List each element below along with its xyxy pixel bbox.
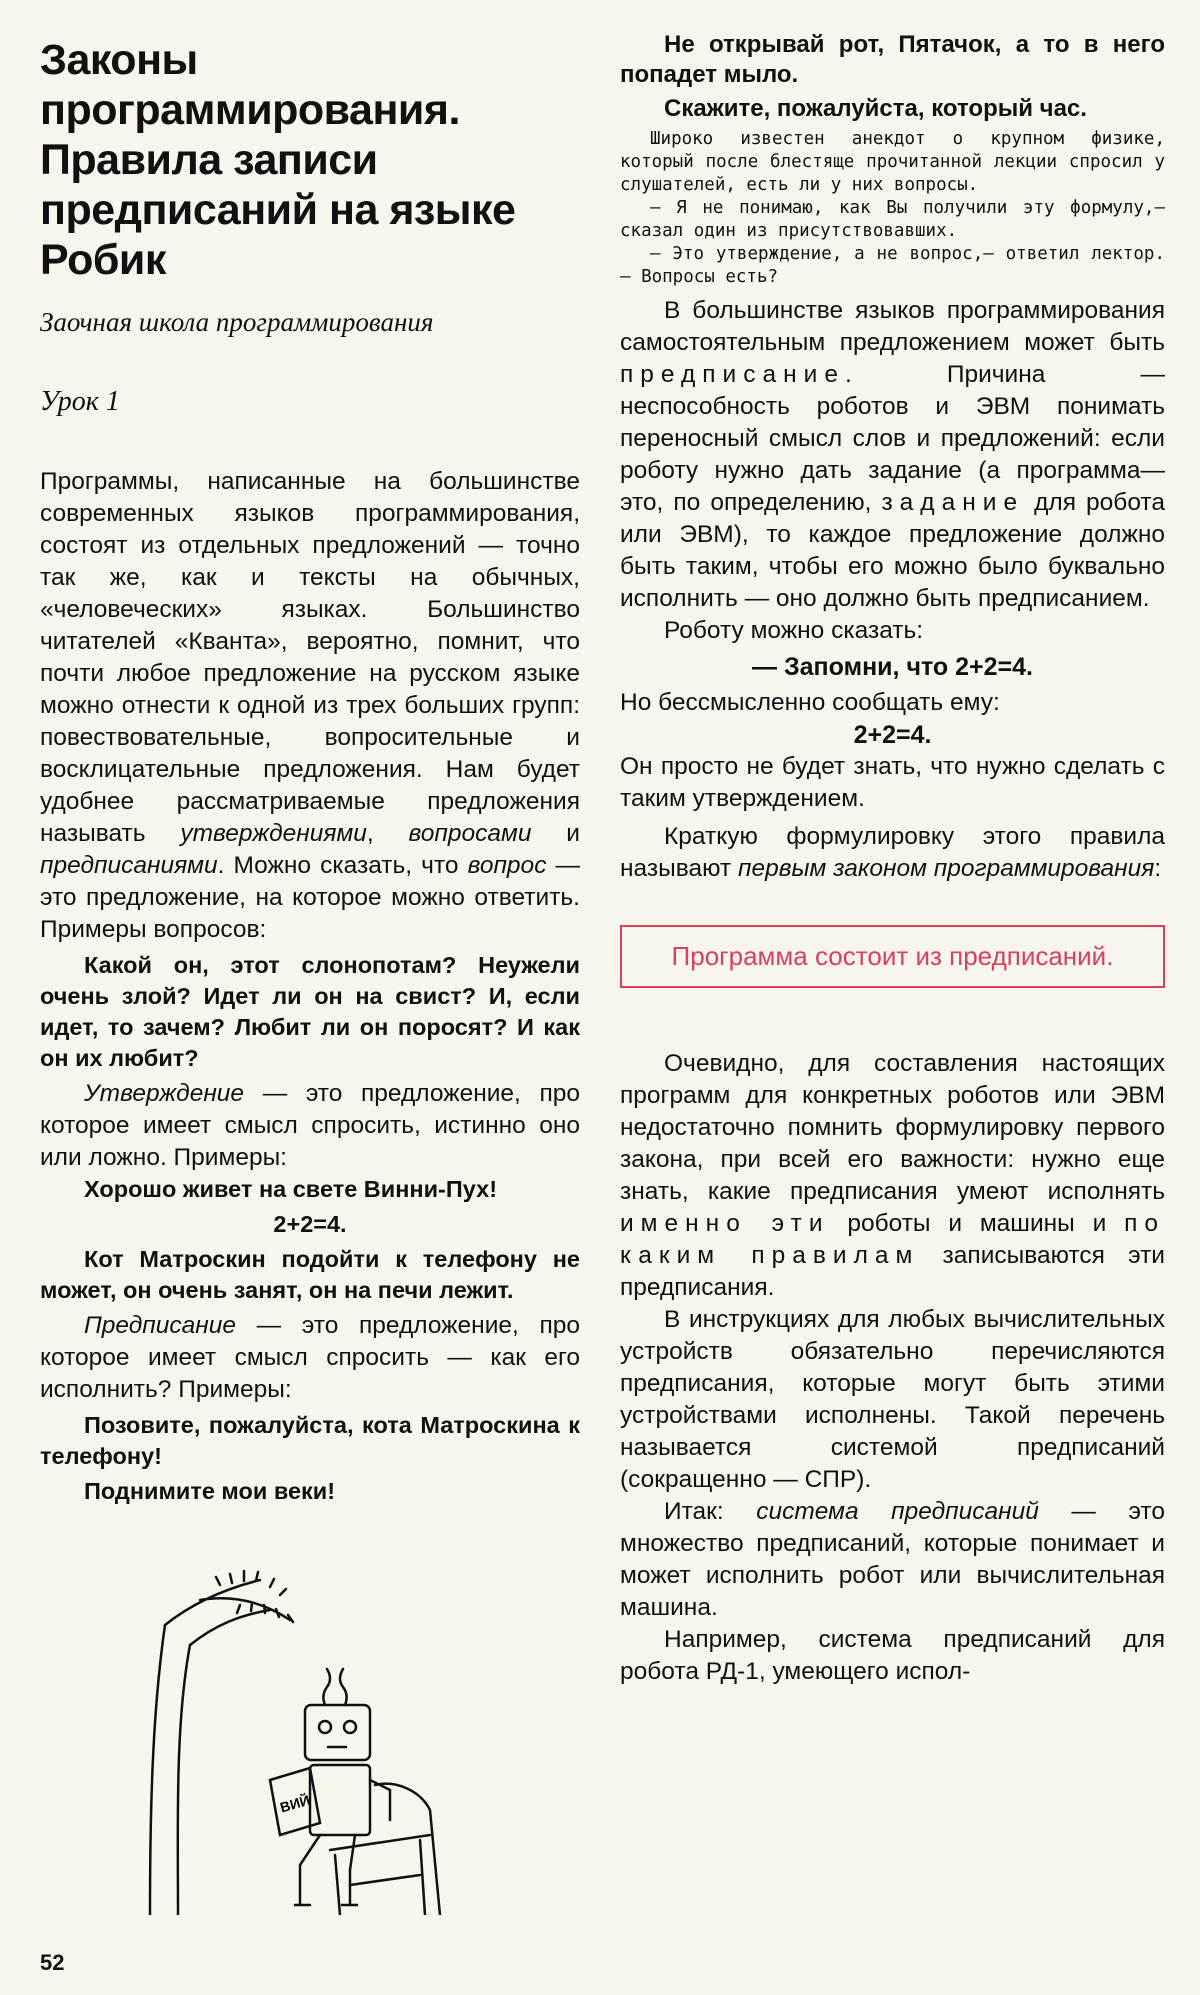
paragraph-instructions: В инструкциях для любых вычислительных устройств обязательно перечисляются предписания, которые могут быть этими устройствами исполнены. Такой перечень называется системой предписаний (сокращенно — СПР). (620, 1306, 1165, 1493)
command-remember: — Запомни, что 2+2=4. (752, 653, 1033, 681)
paragraph-statement: Утверждение — это предложение, про которое имеет смысл спросить, истинно оно или ложно. Примеры: (40, 1080, 580, 1172)
example-statement-2: 2+2=4. (273, 1211, 347, 1238)
article-title: Законы программирования. Правила записи предписаний на языке Робик (40, 36, 516, 284)
example-command-1: Позовите, пожалуйста, кота Матроскина к телефону! (40, 1412, 580, 1470)
example-command-2: Поднимите мои веки! (84, 1478, 336, 1505)
paragraph-not-know: Он просто не будет знать, что нужно сделать с таким утверждением. (620, 753, 1165, 812)
paragraph-definition: Итак: система предписаний — это множество предписаний, которые понимает и может исполнить робот или вычислительная машина. (620, 1498, 1165, 1621)
anecdote-3: — Это утверждение, а не вопрос,— ответил лектор.— Вопросы есть? (620, 244, 1165, 287)
first-law-box: Программа состоит из предписаний. (620, 925, 1165, 988)
paragraph-main-sentence: В большинстве языков программирования самостоятельным предложением может быть предписание. Причина — неспособность роботов и ЭВМ понимать переносный смысл слов и предложений: если роботу нужно дать задание (а программа— это, по определению, задание для робота или ЭВМ), то каждое предложение должно быть таким, чтобы его можно было буквально исполнить — оно должно быть предписанием. (620, 297, 1165, 612)
epigraph-1: Не открывай рот, Пятачок, а то в него попадет мыло. (620, 31, 1165, 88)
paragraph-command: Предписание — это предложение, про которое имеет смысл спросить — как его исполнить? Примеры: (40, 1312, 580, 1404)
tree-trunk (150, 1625, 190, 1915)
article-subtitle: Заочная школа программирования (40, 307, 434, 338)
robot-reading-illustration (120, 1565, 450, 1915)
book-label: ВИЙ (278, 1791, 312, 1816)
robot-head (305, 1705, 370, 1760)
paragraph-first-law-intro: Краткую формулировку этого правила называют первым законом программирования: (620, 823, 1165, 882)
paragraph-intro: Программы, написанные на большинстве современных языков программирования, состоят из отдельных предложений — точно так же, как и тексты на обычных, «человеческих» языках. Большинство читателей «Кванта», вероятно, помнит, что почти любое предложение на русском языке можно отнести к одной из трех больших групп: повествовательные, вопросительные и восклицательные предложения. Нам будет удобнее рассматриваемые предложения называть утверждениями, вопросами и предписаниями. Можно сказать, что вопрос — это предложение, на которое можно ответить. Примеры вопросов: (40, 468, 581, 944)
anecdote-2: — Я не понимаю, как Вы получили эту формулу,— сказал один из присутствовавших. (620, 198, 1165, 241)
lesson-label: Урок 1 (40, 386, 120, 418)
right-column (620, 30, 1165, 1688)
anecdote-1: Широко известен анекдот о крупном физике, который после блестяще прочитанной лекции спросил у слушателей, есть ли у них вопросы. (620, 129, 1165, 195)
epigraph-2: Скажите, пожалуйста, который час. (664, 95, 1087, 122)
paragraph-obviously: Очевидно, для составления настоящих программ для конкретных роботов или ЭВМ недостаточно помнить формулировку первого закона, при всей его важности: нужно еще знать, какие предписания умеют исполнять именно эти роботы и машины и по каким правилам записываются эти предписания. (620, 1050, 1165, 1301)
example-statement-3: Кот Матроскин подойти к телефону не может, он очень занят, он на печи лежит. (40, 1246, 580, 1304)
robot-legs (300, 1835, 355, 1905)
page-number: 52 (40, 1950, 65, 1975)
paragraph-robot-can-say: Роботу можно сказать: (664, 617, 924, 644)
robot-antennae (323, 1669, 346, 1705)
left-column (40, 30, 580, 1511)
example-questions: Какой он, этот слонопотам? Неужели очень злой? Идет ли он на свист? И, если идет, то зачем? Любит ли он поросят? И как он их любит? (40, 952, 580, 1072)
paragraph-meaningless: Но бессмысленно сообщать ему: (620, 689, 1000, 716)
example-statement-1: Хорошо живет на свете Винни-Пух! (84, 1176, 498, 1203)
paragraph-example-rd1: Например, система предписаний для робота РД-1, умеющего испол- (620, 1626, 1165, 1685)
chair (330, 1784, 440, 1915)
command-equation: 2+2=4. (853, 721, 932, 749)
